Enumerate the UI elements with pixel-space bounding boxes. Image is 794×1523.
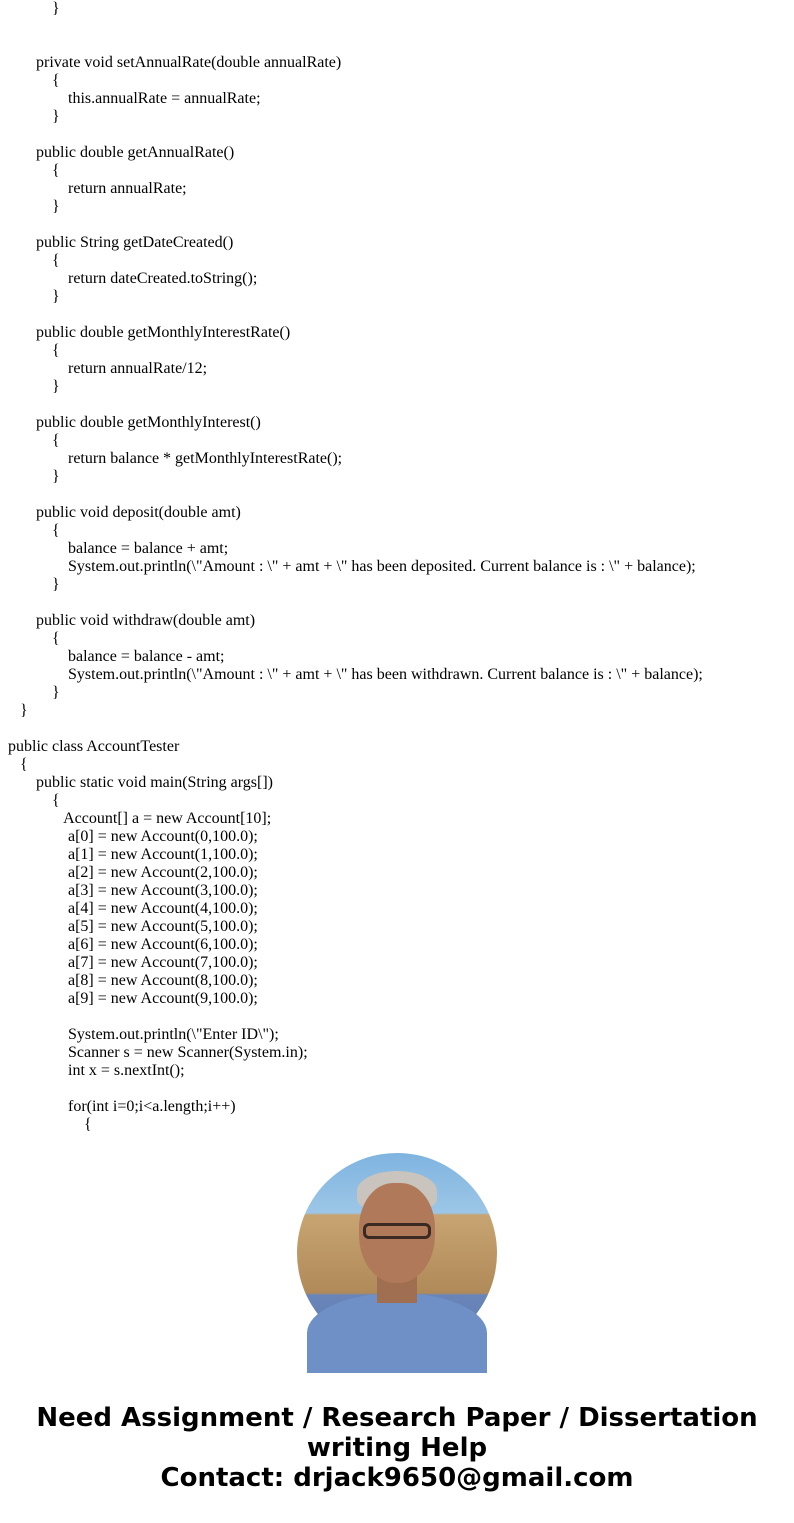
code-line: { [8,252,60,269]
code-line: a[7] = new Account(7,100.0); [8,954,258,971]
code-line: } [8,0,60,17]
code-line [8,396,794,414]
code-line: } [8,108,60,125]
code-line: { [8,432,60,449]
code-line: this.annualRate = annualRate; [8,90,261,107]
code-line: return annualRate; [8,180,187,197]
code-line: public double getMonthlyInterestRate() [8,324,291,341]
code-line: { [8,522,60,539]
code-line: return balance * getMonthlyInterestRate(); [8,450,343,467]
code-line: return dateCreated.toString(); [8,270,258,287]
code-line: Scanner s = new Scanner(System.in); [8,1044,308,1061]
code-line: public double getMonthlyInterest() [8,414,261,431]
code-line: { [8,342,60,359]
code-line [8,306,794,324]
code-line: } [8,468,60,485]
code-line [8,1008,794,1026]
code-line: a[8] = new Account(8,100.0); [8,972,258,989]
code-line: return annualRate/12; [8,360,208,377]
banner-contact-line: Contact: drjack9650@gmail.com [160,1463,634,1493]
code-line: { [8,1116,92,1133]
avatar-glasses [363,1223,431,1239]
code-line [8,1080,794,1098]
code-line: a[4] = new Account(4,100.0); [8,900,258,917]
banner-line-1: Need Assignment / Research Paper / Dissertation [36,1403,758,1433]
code-line: System.out.println(\"Enter ID\"); [8,1026,279,1043]
code-line: a[9] = new Account(9,100.0); [8,990,258,1007]
code-line: public double getAnnualRate() [8,144,235,161]
banner-line-2: writing Help [306,1433,488,1463]
code-line: a[3] = new Account(3,100.0); [8,882,258,899]
code-line [8,36,794,54]
code-line: { [8,72,60,89]
code-line [8,216,794,234]
code-line: balance = balance + amt; [8,540,229,557]
code-line: { [8,162,60,179]
code-line: } [8,288,60,305]
code-line: a[5] = new Account(5,100.0); [8,918,258,935]
code-line: a[1] = new Account(1,100.0); [8,846,258,863]
code-line: private void setAnnualRate(double annualRate) [8,54,342,71]
code-line: public String getDateCreated() [8,234,234,251]
code-line: { [8,630,60,647]
code-line [8,594,794,612]
code-line: } [8,684,60,701]
code-line: a[6] = new Account(6,100.0); [8,936,258,953]
code-line: Account[] a = new Account[10]; [8,810,272,827]
code-line: } [8,576,60,593]
code-line [8,720,794,738]
code-line: } [8,702,28,719]
code-line: a[0] = new Account(0,100.0); [8,828,258,845]
code-listing [8,0,794,1133]
avatar-shirt [307,1293,487,1373]
code-line: { [8,792,60,809]
author-avatar-photo [297,1153,497,1353]
code-line: } [8,198,60,215]
code-line: balance = balance - amt; [8,648,225,665]
code-line [8,126,794,144]
code-line: public void deposit(double amt) [8,504,241,521]
code-line [8,18,794,36]
code-line: { [8,756,28,773]
code-line: public class AccountTester [8,738,180,755]
code-line: System.out.println(\"Amount : \" + amt + \" has been deposited. Current balance is : \" + balance); [8,558,696,575]
code-line: public void withdraw(double amt) [8,612,256,629]
code-line: int x = s.nextInt(); [8,1062,185,1079]
contact-banner [0,1403,794,1493]
code-line [8,486,794,504]
code-line: System.out.println(\"Amount : \" + amt + \" has been withdrawn. Current balance is : \" + balance); [8,666,703,683]
code-line: } [8,378,60,395]
code-line: a[2] = new Account(2,100.0); [8,864,258,881]
code-line: public static void main(String args[]) [8,774,273,791]
code-line: for(int i=0;i<a.length;i++) [8,1098,236,1115]
